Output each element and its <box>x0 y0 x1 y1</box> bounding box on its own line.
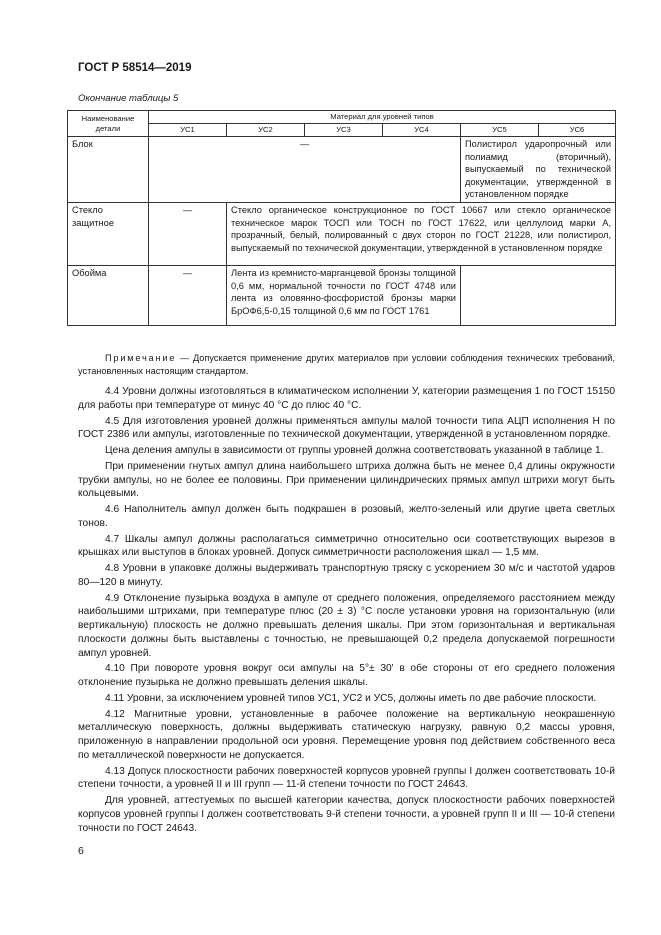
row-dash: — <box>149 202 227 265</box>
table-row <box>68 137 616 203</box>
header-type-us3: УС3 <box>305 124 383 137</box>
note-label: Примечание <box>105 353 177 363</box>
note-text: — Допускается применение других материалов при условии соблюдения технических требований, установленных настоящим стандартом. <box>78 353 615 376</box>
row-dash: — <box>149 265 227 325</box>
paragraph: 4.4 Уровни должны изготовляться в климатическом исполнении У, категории размещения 1 по ГОСТ 15150 для работы при температуре от минус 40 °С до плюс 40 °С. <box>78 386 615 411</box>
row-part: Стекло защитное <box>68 202 149 265</box>
materials-table <box>67 110 616 326</box>
paragraph: Цена деления ампулы в зависимости от группы уровней должна соответствовать указанной в таблице 1. <box>105 445 604 456</box>
paragraph: 4.8 Уровни в упаковке должны выдерживать транспортную тряску с ускорением 30 м/с и частотой ударов 80—120 в минуту. <box>78 563 615 588</box>
header-material: Материал для уровней типов <box>149 111 616 124</box>
paragraph: Для уровней, аттестуемых по высшей категории качества, допуск плоскостности рабочих поверхностей корпусов уровней группы I должен соответствовать 9-й степени точности, а уровней групп II и III — 10-й степени точности по ГОСТ 24643. <box>78 795 615 834</box>
row-empty <box>461 265 616 325</box>
header-type-us6: УС6 <box>539 124 616 137</box>
paragraph: 4.10 При повороте уровня вокруг оси ампулы на 5°± 30' в обе стороны от его среднего положения отклонение пузырька не должно превышать деления шкалы. <box>78 663 615 688</box>
row-material: Полистирол ударопрочный или полиамид (вторичный), выпускаемый по технической документации, утвержденной в установленном порядке <box>461 137 616 203</box>
table-header-row <box>68 111 616 124</box>
table-caption: Окончание таблицы 5 <box>78 93 179 104</box>
body-text <box>78 385 615 837</box>
paragraph: При применении гнутых ампул длина наибольшего штриха должна быть не менее 0,4 длины окружности трубки ампулы, но не более ее половины. При применении цилиндрических прямых ампул штрихи могут быть кольцевыми. <box>78 460 615 500</box>
paragraph: 4.11 Уровни, за исключением уровней типов УС1, УС2 и УС5, должны иметь по две рабочие плоскости. <box>105 692 597 704</box>
paragraph: 4.5 Для изготовления уровней должны применяться ампулы малой точности типа АЦП исполнения Н по ГОСТ 2386 или ампулы, изготовленные по технической документации, утвержденной в установленном порядке. <box>78 415 615 441</box>
header-type-us1: УС1 <box>149 124 227 137</box>
header-type-us2: УС2 <box>227 124 305 137</box>
document-header: ГОСТ Р 58514—2019 <box>78 62 192 74</box>
row-part: Обойма <box>68 265 149 325</box>
row-material: Лента из кремнисто-марганцевой бронзы толщиной 0,6 мм, нормальной точности по ГОСТ 4748 или лента из оловянно-фосфористой бронзы марки БрОФ6,5-0,15 толщиной 0,6 мм по ГОСТ 1761 <box>227 265 461 325</box>
paragraph: 4.12 Магнитные уровни, установленные в рабочее положение на вертикальную неокрашенную металлическую поверхность, должны выдерживать статическую нагрузку, равную 0,2 массы уровня, приложенную в направлении продольной оси уровня. Перемещение уровня под действием собственного веса по металлической поверхности не допускается. <box>78 708 615 761</box>
paragraph: 4.6 Наполнитель ампул должен быть подкрашен в розовый, желто-зеленый или другие цвета светлых тонов. <box>78 504 615 529</box>
page-number: 6 <box>78 845 84 857</box>
row-part: Блок <box>68 137 149 203</box>
table-note <box>78 352 615 378</box>
paragraph: 4.9 Отклонение пузырька воздуха в ампуле от среднего положения, определяемого расстоянием между наибольшими штрихами, при температуре плюс (20 ± 3) °С после установки уровня на горизонтальную (или вертикальную) плоскость не должно превышать деления шкалы. При этом горизонтальная и вертикальная плоскости должны быть выставлены с точностью, не превышающей 0,2 предела допускаемой погрешности ампул уровней. <box>78 592 615 659</box>
header-type-us4: УС4 <box>383 124 461 137</box>
row-material: Стекло органическое конструкционное по ГОСТ 10667 или стекло органическое техническое марок ТОСП или ТОСН по ГОСТ 17622, или целлулоид марки А, прозрачный, белый, полированный с двух сторон по ГОСТ 21228, или полистирол, выпускаемый по технической документации, утвержденной в установленном порядке <box>227 202 616 265</box>
header-type-us5: УС5 <box>461 124 539 137</box>
table-row <box>68 202 616 265</box>
paragraph: 4.7 Шкалы ампул должны располагаться симметрично относительно оси соответствующих вырезов в крышках или выступов в блоках уровней. Допуск симметричности расположения шкал — 1,5 мм. <box>78 533 615 559</box>
header-part-name: Наименование детали <box>68 111 149 137</box>
table-type-row <box>68 124 616 137</box>
table-row <box>68 265 616 325</box>
row-dash: — <box>149 137 461 203</box>
paragraph: 4.13 Допуск плоскостности рабочих поверхностей корпусов уровней группы I должен соответствовать 10-й степени точности, а уровней II и III групп — 11-й степени точности по ГОСТ 24643. <box>78 765 615 791</box>
